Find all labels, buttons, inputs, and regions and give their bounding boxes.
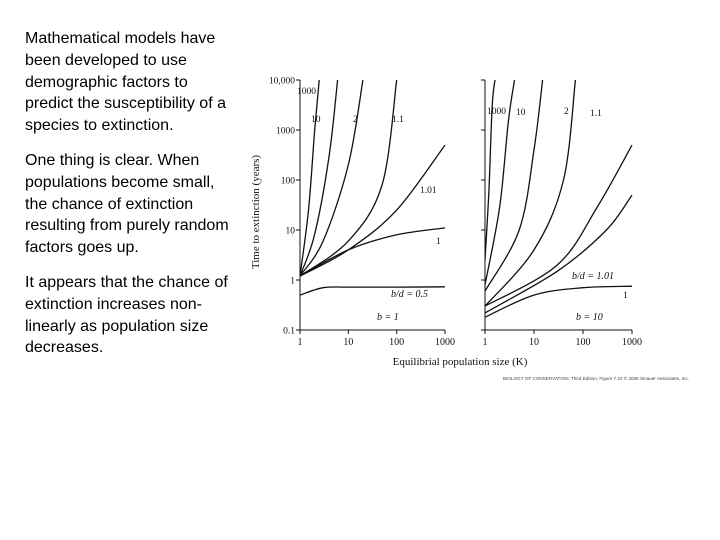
x-axis-label: Equilibrial population size (K) [392,356,528,368]
y-tick-label: 10,000 [268,76,295,87]
series-label: 10 [516,108,526,118]
chart-panel-2 [481,80,642,348]
paragraph-1: Mathematical models have been developed to use demographic factors to predict the susceptibility of a species to extinction. [25,30,226,135]
figure-credit: BIOLOGY OF CONSERVATION, Third Edition, Figure 7.23 © 2006 Sinauer Associates, Inc. [503,376,690,381]
series-line [300,80,338,276]
y-tick-label: 100 [280,176,295,187]
x-tick-label: 1 [297,337,303,348]
series-label: 1000 [487,107,506,117]
series-label: 10 [311,115,321,125]
paragraph-2: One thing is clear. When populations become small, the chance of extinction resulting from purely random factors goes up. [25,151,229,257]
x-tick-label: 10 [343,337,354,348]
x-tick-label: 100 [575,337,591,348]
y-axis-label: Time to extinction (years) [250,154,262,270]
chart-annotation: b/d = 1.01 [572,271,615,282]
series-label: 1.01 [420,186,437,196]
x-tick-label: 100 [389,337,405,348]
chart-panel-1 [269,77,455,349]
y-tick-label: 10 [285,226,295,237]
x-tick-label: 1000 [435,337,455,348]
series-label: 1.1 [590,109,602,119]
y-tick-label: 1000 [276,126,295,137]
series-label: 2 [353,115,358,125]
series-line [300,228,445,276]
x-tick-label: 10 [529,337,539,348]
series-label: 1 [623,291,628,301]
series-line [485,286,632,317]
series-label: 2 [564,107,569,117]
series-label: 1000 [297,87,316,97]
x-tick-label: 1000 [622,337,642,348]
series-label: 1.1 [392,115,404,125]
series-line [300,80,319,276]
series-line [300,145,445,276]
paragraph-3: It appears that the chance of extinction increases non-linearly as population size decreases. [25,273,228,357]
y-tick-label: 0.1 [283,326,295,337]
chart-annotation: b = 10 [576,312,603,323]
chart-annotation: b/d = 0.5 [391,289,429,300]
y-tick-label: 1 [290,276,295,287]
chart-annotation: b = 1 [377,312,399,323]
extinction-chart-figure [245,62,655,372]
x-tick-label: 1 [482,337,488,348]
series-label: 1 [436,237,441,247]
series-line [300,80,397,276]
